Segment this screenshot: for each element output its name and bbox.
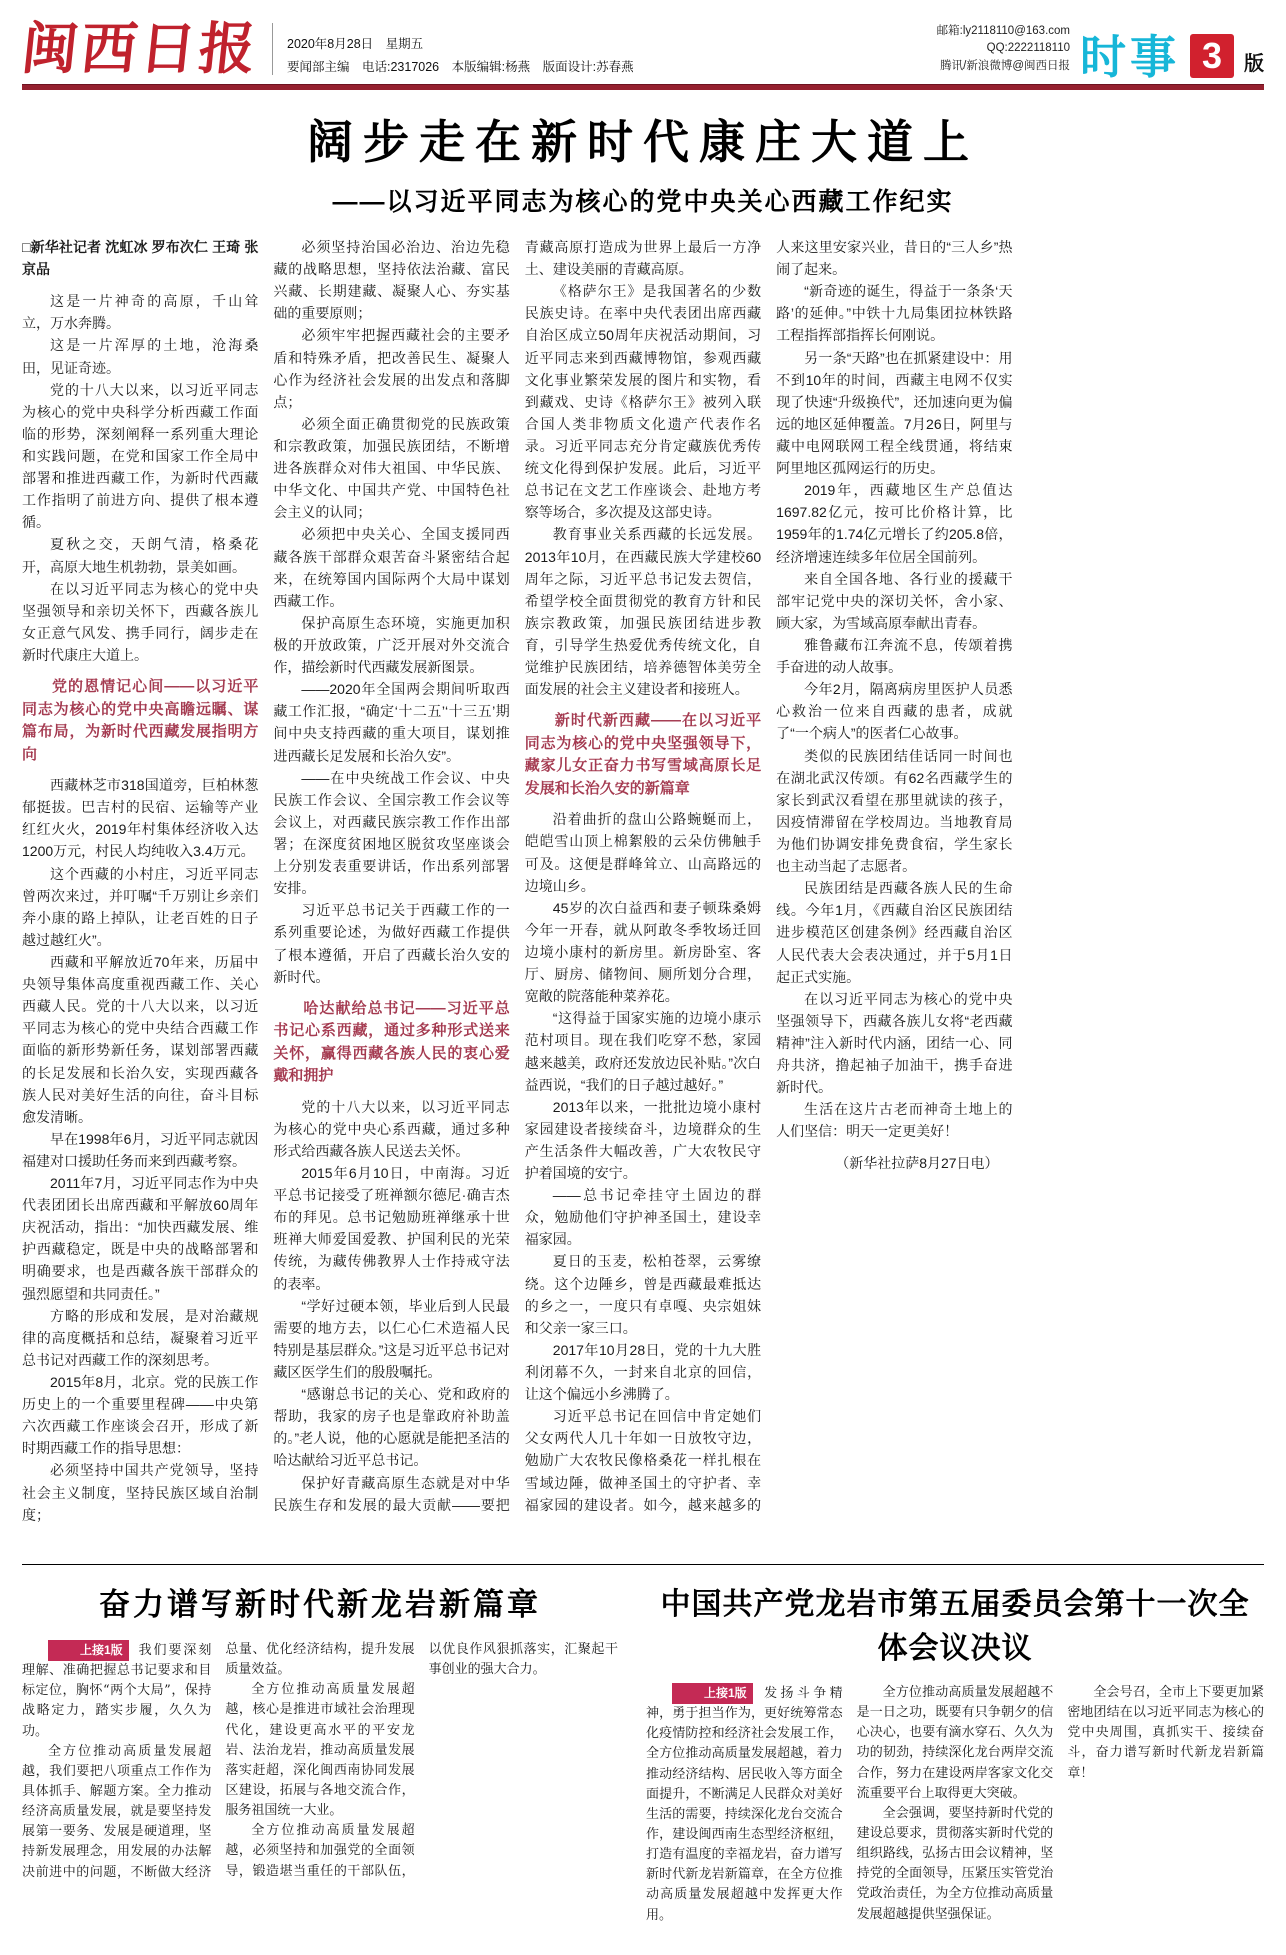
article-paragraph: 沿着曲折的盘山公路蜿蜒而上，皑皑雪山顶上棉絮般的云朵仿佛触手可及。这便是群峰耸立、山高路远的边境山乡。 (524, 811, 762, 894)
paragraph-text: 全方位推动高质量发展超越，我们要把八项重点工作作为具体抓手、解题方案。全力推动经济高质量发展，就是要坚持发展第一要务、发展是硬道理，坚持新发展理念，用发展的办法解决前进中的问题，不断做大经济总量、优化经济结构，提升发展质量效益。 (22, 1642, 415, 1880)
masthead-rule (22, 84, 1264, 90)
article-paragraph: 类似的民族团结佳话同一时间也在湖北武汉传颂。有62名西藏学生的家长到武汉看望在那里就读的孩子，因疫情滞留在学校周边。当地教育局为他们协调安排免费食宿，学生家长也主动当起了志愿者。 (776, 747, 1013, 875)
article-paragraph: “新奇迹的诞生，得益于一条条‘天路’的延伸。”中铁十九局集团拉林铁路工程指挥部指挥长何刚说。 (776, 283, 1013, 344)
bottom-left-article (22, 1579, 618, 1945)
contact-block (937, 23, 1070, 78)
article-paragraph: 来自全国各地、各行业的援藏干部牢记党中央的深切关怀，舍小家、顾大家，为雪域高原奉献出青春。 (776, 570, 1013, 631)
article-paragraph (646, 1683, 843, 1926)
paragraph-text: 全会号召，全市上下要更加紧密地团结在以习近平同志为核心的党中央周围，真抓实干、接续奋斗，奋力谱写新时代新龙岩新篇章！ (1067, 1685, 1264, 1781)
article-paragraph: 党的恩情记心间——以习近平同志为核心的党中央高瞻远瞩、谋篇布局，为新时代西藏发展指明方向 (22, 678, 259, 763)
article-paragraph: 今年2月，隔离病房里医护人员悉心救治一位来自西藏的患者，成就了“一个病人”的医者仁心故事。 (776, 681, 1013, 742)
article-paragraph: 必须牢牢把握西藏社会的主要矛盾和特殊矛盾，把改善民生、凝聚人心作为经济社会发展的出发点和落脚点； (273, 327, 510, 410)
article-paragraph: 党的十八大以来，以习近平同志为核心的党中央心系西藏，通过多种形式给西藏各族人民送去关怀。 (273, 1098, 510, 1159)
article-paragraph: 早在1998年6月，习近平同志就因福建对口援助任务而来到西藏考察。 (22, 1130, 259, 1169)
article-paragraph: 新时代新西藏——在以习近平同志为核心的党中央坚强领导下，藏家儿女正奋力书写雪域高原长足发展和长治久安的新篇章 (524, 712, 762, 797)
article-paragraph: 保护高原生态环境，实施更加积极的开放政策，广泛开展对外交流合作，描绘新时代西藏发展新图景。 (273, 614, 510, 676)
bottom-section (22, 1579, 1264, 1945)
page-number-badge (1190, 34, 1234, 78)
masthead-right (936, 23, 1264, 83)
article-paragraph: 教育事业关系西藏的长远发展。2013年10月，在西藏民族大学建校60周年之际，习近平总书记发去贺信，希望学校全面贯彻党的教育方针和民族宗教政策，加强民族团结进步教育，引导学生热爱优秀传统文化，自觉维护民族团结，培养德智体美劳全面发展的社会主义建设者和接班人。 (524, 526, 762, 698)
article-paragraph: 夏日的玉麦，松柏苍翠，云雾缭绕。这个边陲乡，曾是西藏最难抵达的乡之一，一度只有卓嘎、央宗姐妹和父亲一家三口。 (524, 1253, 762, 1336)
article-paragraph: 45岁的次白益西和妻子顿珠桑姆今年一开春，就从阿敢冬季牧场迁回边境小康村的新房里。新房卧室、客厅、厨房、储物间、厕所划分合理，宽敞的院落能种菜养花。 (524, 899, 762, 1005)
article-paragraph: 2017年10月28日，党的十九大胜利闭幕不久，一封来自北京的回信，让这个偏远小乡沸腾了。 (524, 1341, 762, 1403)
bottom-left-headline: 奋力谱写新时代新龙岩新篇章 (99, 1587, 541, 1622)
article-paragraph: 哈达献给总书记——习近平总书记心系西藏，通过多种形式送来关怀，赢得西藏各族人民的衷心爱戴和拥护 (273, 999, 510, 1085)
article-paragraph: 西藏林芝市318国道旁，巨柏林葱郁挺拔。巴吉村的民宿、运输等产业红红火火，2019年村集体经济收入达1200万元，村民人均纯收入3.4万元。 (22, 777, 259, 860)
main-article (22, 106, 1264, 1554)
article-paragraph: 必须把中央关心、全国支援同西藏各族干部群众艰苦奋斗紧密结合起来，在统筹国内国际两个大局中谋划西藏工作。 (273, 526, 510, 609)
article-paragraph (1067, 1683, 1264, 1784)
paper-name: 闽西日报 (18, 15, 262, 82)
bottom-right-article (646, 1579, 1264, 1945)
article-paragraph: 必须全面正确贯彻党的民族政策和宗教政策，加强民族团结，不断增进各族群众对伟大祖国、中华民族、中华文化、中国共产党、中国特色社会主义的认同； (273, 415, 510, 521)
article-paragraph: （新华社拉萨8月27日电） (835, 1155, 999, 1172)
article-paragraph: “这得益于国家实施的边境小康示范村项目。现在我们吃穿不愁，家园越来越美，政府还发放边民补贴。”次白益西说，“我们的日子越过越好。” (524, 1010, 762, 1093)
article-paragraph: 方略的形成和发展，是对治藏规律的高度概括和总结，凝聚着习近平总书记对西藏工作的深刻思考。 (22, 1307, 259, 1368)
article-paragraph: 《格萨尔王》是我国著名的少数民族史诗。在率中央代表团出席西藏自治区成立50周年庆祝活动期间，习近平同志来到西藏博物馆，参观西藏文化事业繁荣发展的图片和实物，看到藏戏、史诗《格萨尔王》被列入联合国人类非物质文化遗产代表作名录。习近平同志充分肯定藏族优秀传统文化得到保护发展。此后，习近平总书记在文艺工作座谈会、赴地方考察等场合，多次提及这部史诗。 (524, 283, 762, 521)
article-paragraph: ——在中央统战工作会议、中央民族工作会议、全国宗教工作会议等会议上，对西藏民族宗教工作作出部署；在深度贫困地区脱贫攻坚座谈会上分别发表重要讲话，作出系列部署安排。 (273, 769, 510, 897)
main-headline: 阔步走在新时代康庄大道上 (307, 116, 979, 168)
article-paragraph: 习近平总书记关于西藏工作的一系列重要论述，为做好西藏工作提供了根本遵循，开启了西藏长治久安的新时代。 (273, 902, 510, 985)
bottom-right-headline: 中国共产党龙岩市第五届委员会第十一次全体会议决议 (660, 1588, 1250, 1665)
article-paragraph: 雅鲁藏布江奔流不息，传颂着携手奋进的动人故事。 (776, 636, 1013, 676)
paragraph-text: 发扬斗争精神，勇于担当作为，更好统筹常态化疫情防控和经济社会发展工作，全方位推动高质量发展超越，着力推动经济结构、居民收入等方面全面提升，不断满足人民群众对美好生活的需要，持续深化龙台交流合作，建设闽西南生态型经济枢纽，打造有温度的幸福龙岩，奋力谱写新时代新龙岩新篇章，在全方位推动高质量发展超越中发挥更大作用。 (646, 1686, 843, 1923)
article-paragraph: 保护好青藏高原生态就是对中华民族生存和发展的最大贡献——要把青藏高原打造成为世界上最后一方净土、建设美丽的青藏高原。 (273, 239, 762, 1513)
page-word: 版 (1244, 53, 1264, 75)
article-paragraph: □新华社记者 沈虹冰 罗布次仁 王琦 张京品 (22, 239, 259, 278)
article-paragraph: 这个西藏的小村庄，习近平同志曾两次来过，并叮嘱“千万别让乡亲们奔小康的路上掉队，让老百姓的日子越过越红火”。 (22, 865, 259, 948)
qq-line: QQ:2222118110 (986, 42, 1070, 55)
article-paragraph (857, 1683, 1054, 1804)
article-paragraph: “感谢总书记的关心、党和政府的帮助，我家的房子也是靠政府补助盖的。”老人说，他的心愿就是能把圣洁的哈达献给习近平总书记。 (273, 1386, 510, 1469)
article-paragraph: ——总书记牵挂守土固边的群众，勉励他们守护神圣国土，建设幸福家园。 (524, 1187, 762, 1248)
article-paragraph: 2015年8月，北京。党的民族工作历史上的一个重要里程碑——中央第六次西藏工作座谈会召开，形成了新时期西藏工作的指导思想： (22, 1374, 259, 1457)
masthead-left (18, 15, 634, 82)
main-article-body (22, 236, 1264, 1554)
article-paragraph: 必须坚持中国共产党领导，坚持社会主义制度，坚持民族区域自治制度； (22, 1462, 259, 1523)
article-paragraph: 夏秋之交，天朗气清，格桑花开，高原大地生机勃勃，景美如画。 (22, 536, 259, 575)
article-paragraph: 2019年，西藏地区生产总值达1697.82亿元，按可比价格计算，比1959年的1.74亿元增长了约205.8倍，经济增速连续多年位居全国前列。 (776, 482, 1013, 565)
article-paragraph (225, 1680, 414, 1821)
paragraph-text: 我们要深刻理解、准确把握总书记要求和目标定位，胸怀“两个大局”，保持战略定力，踏实步履，久久为功。 (22, 1643, 212, 1739)
article-paragraph: 这是一片浑厚的土地，沧海桑田，见证奇迹。 (22, 337, 259, 376)
email-line: 邮箱:ly2118110@163.com (936, 24, 1070, 37)
paragraph-text: 全方位推动高质量发展超越不是一日之功，既要有只争朝夕的信心决心，也要有滴水穿石、久久为功的韧劲，持续深化龙台两岸交流合作，努力在建设两岸客家文化交流重要平台上取得更大突破。 (856, 1685, 1054, 1801)
article-paragraph: 2015年6月10日，中南海。习近平总书记接受了班禅额尔德尼·确吉杰布的拜见。总书记勉励班禅继承十世班禅大师爱国爱教、护国利民的光荣传统，为藏传佛教界人士作持戒守法的表率。 (273, 1165, 510, 1292)
masthead-info (287, 19, 634, 78)
article-paragraph: ——2020年全国两会期间听取西藏工作汇报，“确定‘十二五’‘十三五’期间中央支持西藏的重大项目，谋划推进西藏长足发展和长治久安”。 (273, 681, 510, 764)
masthead-divider (272, 23, 273, 75)
article-paragraph: 这是一片神奇的高原，千山耸立，万水奔腾。 (22, 293, 259, 332)
article-paragraph (857, 1804, 1054, 1925)
bottom-right-body (646, 1683, 1264, 1945)
continued-from-page-tag: 上接1版 (672, 1683, 753, 1704)
paragraph-text: 全方位推动高质量发展超越，核心是推进市域社会治理现代化，建设更高水平的平安龙岩、法治龙岩，推动高质量发展落实赶超，深化闽西南协同发展区建设，拓展与各地交流合作，服务祖国统一大业。 (225, 1682, 415, 1819)
article-paragraph: 西藏和平解放近70年来，历届中央领导集体高度重视西藏工作、关心西藏人民。党的十八大以来，以习近平同志为核心的党中央结合西藏工作面临的新形势新任务，谋划部署西藏的长足发展和长治久安，实现西藏各族人民对美好生活的向往，奋斗目标愈发清晰。 (22, 953, 259, 1125)
continued-from-page-tag: 上接1版 (48, 1640, 129, 1661)
editor-line: 要闻部主编 电话:2317026 本版编辑:杨燕 版面设计:苏春燕 (287, 59, 634, 74)
article-paragraph: 另一条“天路”也在抓紧建设中：用不到10年的时间，西藏主电网不仅实现了快速“升级换代”，还加速向更为偏远的地区延伸覆盖。7月26日，阿里与藏中电网联网工程全线贯通，将结束阿里地区孤网运行的历史。 (776, 349, 1013, 477)
main-subheadline: ——以习近平同志为核心的党中央关心西藏工作纪实 (332, 188, 954, 216)
article-paragraph: 2011年7月，习近平同志作为中央代表团团长出席西藏和平解放60周年庆祝活动，指出：“加快西藏发展、维护西藏稳定，既是中央的战略部署和明确要求，也是西藏各族干部群众的强烈愿望和共同责任。” (22, 1175, 259, 1302)
article-paragraph: 习近平总书记在回信中肯定她们父女两代人几十年如一日放牧守边，勉励广大农牧民像格桑花一样扎根在雪域边陲，做神圣国土的守护者、幸福家园的建设者。如今，越来越多的人来这里安家兴业，昔日的“三人乡”热闹了起来。 (524, 239, 1013, 1513)
paragraph-text: 全方位推动高质量发展超越，必须坚持和加强党的全面领导，锻造堪当重任的干部队伍，以优良作风狠抓落实，汇聚起干事创业的强大合力。 (225, 1642, 618, 1879)
date-line: 2020年8月28日 星期五 (287, 37, 424, 51)
bottom-section-divider (22, 1564, 1264, 1565)
paragraph-text: 全会强调，要坚持新时代党的建设总要求，贯彻落实新时代党的组织路线，弘扬古田会议精神，坚持党的全面领导，压紧压实管党治党政治责任，为全方位推动高质量发展超越提供坚强保证。 (856, 1805, 1054, 1922)
bottom-left-body (22, 1640, 618, 1902)
article-paragraph: “学好过硬本领，毕业后到人民最需要的地方去，以仁心仁术造福人民特别是基层群众。”这是习近平总书记对藏区医学生们的殷殷嘱托。 (273, 1297, 510, 1381)
weibo-line: 腾讯/新浪微博@闽西日报 (940, 60, 1070, 73)
article-paragraph: 生活在这片古老而神奇土地上的人们坚信：明天一定更美好！ (776, 1101, 1013, 1140)
article-paragraph: 民族团结是西藏各族人民的生命线。今年1月，《西藏自治区民族团结进步模范区创建条例》经西藏自治区人民代表大会表决通过，并于5月1日起正式实施。 (776, 880, 1013, 985)
article-paragraph: 党的十八大以来，以习近平同志为核心的党中央科学分析西藏工作面临的形势，深刻阐释一系列重大理论和实践问题，在党和国家工作全局中部署和推进西藏工作，为新时代西藏工作指明了前进方向、提供了根本遵循。 (22, 381, 259, 531)
article-paragraph: 2013年以来，一批批边境小康村家园建设者接续奋斗，边境群众的生产生活条件大幅改善，广大农牧民守护着国境的安宁。 (524, 1098, 762, 1182)
page-number: 3 (1201, 35, 1223, 76)
masthead (18, 10, 1264, 83)
article-paragraph: 在以习近平同志为核心的党中央坚强领导下，西藏各族儿女将“老西藏精神”注入新时代内涵，团结一心、同舟共济，撸起袖子加油干，携手奋进新时代。 (776, 990, 1013, 1096)
article-paragraph: 必须坚持治国必治边、治边先稳藏的战略思想，坚持依法治藏、富民兴藏、长期建藏、凝聚人心、夯实基础的重要原则； (273, 239, 510, 322)
article-paragraph: 在以习近平同志为核心的党中央坚强领导和亲切关怀下，西藏各族儿女正意气风发、携手同行，阔步走在新时代康庄大道上。 (22, 580, 259, 663)
section-name: 时事 (1080, 30, 1180, 83)
article-paragraph (22, 1640, 211, 1742)
